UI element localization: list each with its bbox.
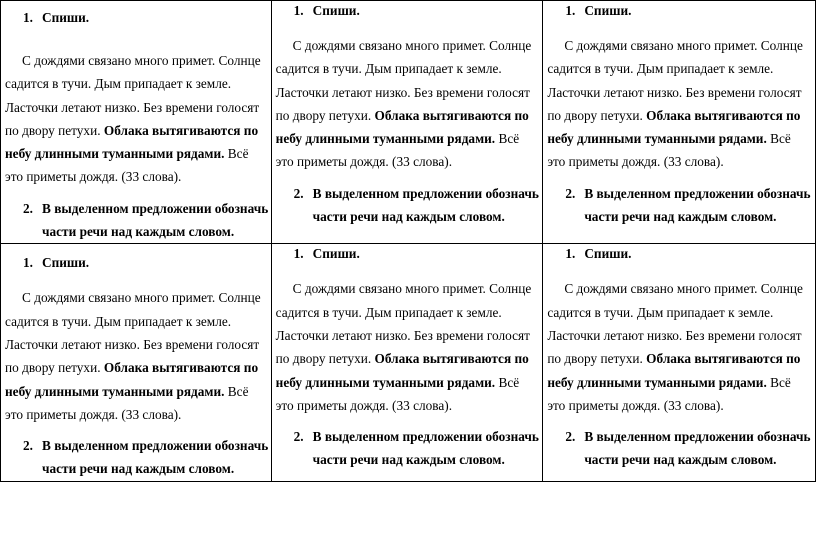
- highlighted-sentence: Облака вытягиваются по небу длинными туманными рядами.: [275, 107, 529, 147]
- task2-instruction: [543, 425, 815, 472]
- task-cell: [543, 244, 816, 481]
- text-plain-end: Всё это приметы дождя. (33 слова).: [547, 374, 791, 413]
- task-card: [272, 244, 543, 471]
- task2-text: В выделенном предложении обозначь части речи над каждым словом.: [584, 185, 811, 225]
- highlighted-sentence: Облака вытягиваются по небу длинными туманными рядами.: [5, 122, 259, 162]
- text-plain-start: С дождями связано много примет. Солнце садится в тучи. Дым припадает к земле. Ласточки летают низко. Без времени голосят по двору петухи.: [547, 281, 803, 367]
- dictation-text: [1, 286, 271, 426]
- task-card: [543, 1, 815, 228]
- dictation-text: [272, 277, 543, 417]
- dictation-text: [1, 49, 271, 189]
- text-plain-end: Всё это приметы дождя. (33 слова).: [547, 131, 791, 170]
- dictation-text: [543, 277, 815, 417]
- task1-title: Спиши.: [584, 3, 632, 18]
- task1-number: 1.: [293, 246, 304, 262]
- task2-number: 2.: [23, 438, 33, 454]
- task1-heading: [543, 1, 815, 21]
- task2-instruction: [543, 182, 815, 229]
- task2-number: 2.: [293, 429, 304, 445]
- highlighted-sentence: Облака вытягиваются по небу длинными туманными рядами.: [547, 107, 801, 147]
- task1-title: Спиши.: [42, 255, 90, 271]
- task2-number: 2.: [23, 200, 33, 216]
- task2-instruction: [272, 425, 543, 472]
- task2-instruction: [1, 197, 271, 244]
- task1-number: 1.: [23, 255, 33, 271]
- task-card: [1, 244, 271, 480]
- task1-number: 1.: [23, 10, 33, 25]
- task-cell: [543, 1, 816, 244]
- highlighted-sentence: Облака вытягиваются по небу длинными туманными рядами.: [275, 351, 529, 390]
- task1-title: Спиши.: [584, 246, 632, 262]
- task1-number: 1.: [293, 3, 304, 18]
- task-card: [1, 1, 271, 243]
- task-cell: [271, 1, 543, 244]
- task2-text: В выделенном предложении обозначь части речи над каждым словом.: [42, 438, 269, 477]
- text-plain-end: Всё это приметы дождя. (33 слова).: [275, 131, 520, 170]
- dictation-text: [272, 34, 543, 174]
- text-plain-start: С дождями связано много примет. Солнце садится в тучи. Дым припадает к земле. Ласточки летают низко. Без времени голосят по двору петухи.: [275, 281, 532, 367]
- text-plain-start: С дождями связано много примет. Солнце садится в тучи. Дым припадает к земле. Ласточки летают низко. Без времени голосят по двору петухи.: [547, 38, 803, 123]
- highlighted-sentence: Облака вытягиваются по небу длинными туманными рядами.: [547, 351, 801, 390]
- text-plain-end: Всё это приметы дождя. (33 слова).: [275, 374, 520, 413]
- task1-number: 1.: [565, 246, 576, 262]
- task-cell: [271, 244, 543, 481]
- task-card: [543, 244, 815, 471]
- task2-instruction: [1, 434, 271, 481]
- task2-number: 2.: [565, 185, 576, 201]
- task1-title: Спиши.: [312, 3, 360, 18]
- task2-instruction: [272, 182, 543, 229]
- task1-title: Спиши.: [312, 246, 360, 262]
- text-plain-end: Всё это приметы дождя. (33 слова).: [5, 146, 249, 185]
- task2-number: 2.: [565, 429, 576, 445]
- task1-heading: [1, 8, 271, 28]
- text-plain-start: С дождями связано много примет. Солнце садится в тучи. Дым припадает к земле. Ласточки летают низко. Без времени голосят по двору петухи.: [275, 38, 532, 123]
- task2-number: 2.: [293, 185, 304, 201]
- task1-heading: [543, 244, 815, 264]
- task-card: [272, 1, 543, 228]
- text-plain-start: С дождями связано много примет. Солнце садится в тучи. Дым припадает к земле. Ласточки летают низко. Без времени голосят по двору петухи.: [5, 53, 261, 138]
- task2-text: В выделенном предложении обозначь части речи над каждым словом.: [42, 200, 269, 240]
- table-row: [1, 1, 816, 244]
- dictation-text: [543, 34, 815, 174]
- task2-text: В выделенном предложении обозначь части речи над каждым словом.: [312, 185, 539, 225]
- task-cell: [1, 1, 272, 244]
- task2-text: В выделенном предложении обозначь части речи над каждым словом.: [312, 429, 539, 468]
- task1-number: 1.: [565, 3, 576, 18]
- text-plain-start: С дождями связано много примет. Солнце садится в тучи. Дым припадает к земле. Ласточки летают низко. Без времени голосят по двору петухи.: [5, 290, 261, 376]
- task2-text: В выделенном предложении обозначь части речи над каждым словом.: [584, 429, 811, 468]
- highlighted-sentence: Облака вытягиваются по небу длинными туманными рядами.: [5, 360, 259, 399]
- task1-title: Спиши.: [42, 10, 90, 25]
- table-row: [1, 244, 816, 481]
- task-cell: [1, 244, 272, 481]
- task1-heading: [272, 1, 543, 21]
- task1-heading: [1, 253, 271, 273]
- task1-heading: [272, 244, 543, 264]
- text-plain-end: Всё это приметы дождя. (33 слова).: [5, 383, 249, 422]
